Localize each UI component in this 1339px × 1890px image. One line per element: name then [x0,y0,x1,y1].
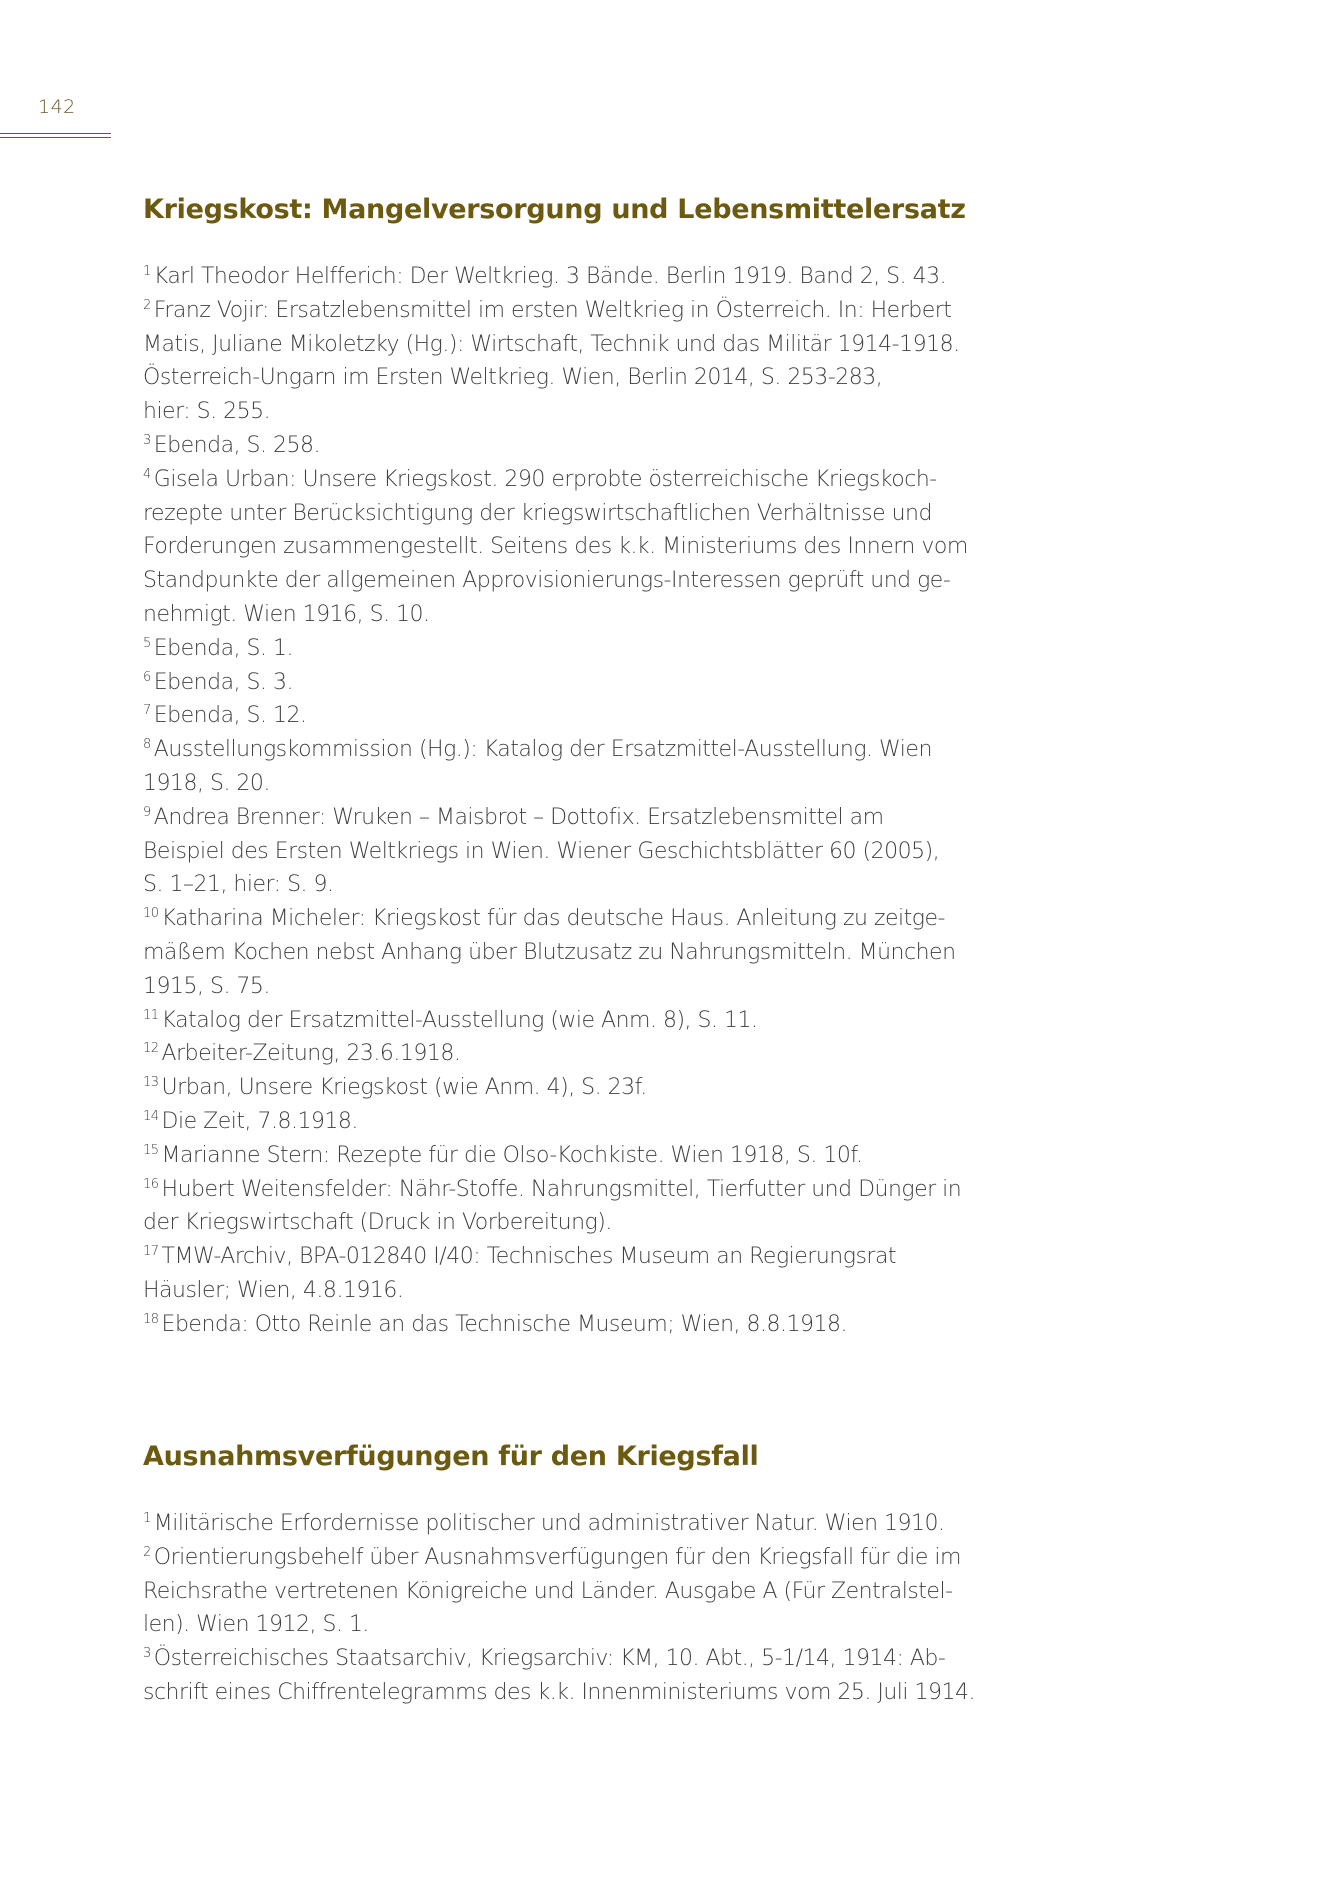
endnote-line [143,1642,1043,1676]
endnote [143,1071,1043,1105]
endnotes-list [143,1507,1043,1710]
endnote-text: Gisela Urban: Unsere Kriegskost. 290 erprobte österreichische Kriegskoch- [153,466,937,492]
endnote-number: 4 [143,466,151,482]
endnote-line [143,970,1043,1004]
section-kriegskost [143,190,1043,1342]
endnote-line [143,632,1043,666]
endnote-line [143,835,1043,869]
endnote-line [143,1575,1043,1609]
endnote-line [143,1004,1043,1038]
endnote [143,733,1043,801]
endnote-text: Forderungen zusammengestellt. Seitens des k.k. Ministeriums des Innern vom [143,534,968,560]
endnote-text: Franz Vojir: Ersatzlebensmittel im ersten Weltkrieg in Österreich. In: Herbert [153,297,952,323]
endnote-text: Hubert Weitensfelder: Nähr-Stoffe. Nahrungsmittel, Tierfutter und Dünger in [161,1176,962,1202]
endnote-line [143,666,1043,700]
endnote-number: 13 [143,1075,159,1091]
section-ausnahmsverfuegungen [143,1437,1043,1710]
endnote-text: Ebenda, S. 12. [153,703,307,729]
endnote-number: 7 [143,703,151,719]
endnote-text: rezepte unter Berücksichtigung der kriegswirtschaftlichen Verhältnisse und [143,500,932,526]
endnote-text: Ebenda, S. 1. [153,635,293,661]
endnote-text: nehmigt. Wien 1916, S. 10. [143,601,430,627]
endnote-text: Katharina Micheler: Kriegskost für das deutsche Haus. Anleitung zu zeitge- [161,906,945,932]
endnote-line [143,463,1043,497]
section-title: Ausnahmsverfügungen für den Kriegsfall [143,1441,759,1472]
endnote [143,463,1043,632]
endnote [143,1507,1043,1541]
endnote-line [143,699,1043,733]
endnote-line [143,1507,1043,1541]
endnote-line [143,429,1043,463]
endnote-line [143,1676,1043,1710]
endnote [143,429,1043,463]
endnote-line [143,1274,1043,1308]
endnote-line [143,936,1043,970]
endnote-line [143,361,1043,395]
endnote-text: hier: S. 255. [143,399,271,425]
section-title: Kriegskost: Mangelversorgung und Lebensmittelersatz [143,194,966,225]
endnote-line [143,1541,1043,1575]
endnote-number: 18 [143,1311,159,1327]
endnote-number: 3 [143,1646,151,1662]
endnote-line [143,598,1043,632]
endnote-line [143,1308,1043,1342]
endnote-text: Katalog der Ersatzmittel-Ausstellung (wie Anm. 8), S. 11. [161,1007,758,1033]
endnote-line [143,733,1043,767]
endnote-line [143,530,1043,564]
endnote-number: 2 [143,297,151,313]
endnote-line [143,767,1043,801]
endnote-text: mäßem Kochen nebst Anhang über Blutzusatz zu Nahrungsmitteln. München [143,939,956,965]
endnote-line [143,328,1043,362]
endnote-number: 11 [143,1007,159,1023]
endnote-text: Urban, Unsere Kriegskost (wie Anm. 4), S. 23f. [161,1075,647,1101]
header-rule-bottom [0,137,111,138]
endnote [143,801,1043,902]
endnote-line [143,1139,1043,1173]
endnote-number: 14 [143,1108,159,1124]
endnote-text: Die Zeit, 7.8.1918. [161,1108,358,1134]
endnote-number: 15 [143,1142,159,1158]
endnote-number: 1 [143,1511,151,1526]
endnote-text: Militärische Erfordernisse politischer und administrativer Natur. Wien 1910. [153,1511,945,1536]
endnote-line [143,1037,1043,1071]
endnote-text: Ausstellungskommission (Hg.): Katalog der Ersatzmittel-Ausstellung. Wien [153,737,932,763]
endnote-line [143,294,1043,328]
endnote-text: Marianne Stern: Rezepte für die Olso-Kochkiste. Wien 1918, S. 10f. [161,1142,863,1168]
endnote-line [143,1071,1043,1105]
endnote-text: der Kriegswirtschaft (Druck in Vorbereitung). [143,1210,612,1236]
endnote-line [143,497,1043,531]
endnote-number: 1 [143,264,151,279]
endnote-text: Österreich-Ungarn im Ersten Weltkrieg. Wien, Berlin 2014, S. 253-283, [143,365,883,391]
endnote [143,1173,1043,1241]
endnote-number: 8 [143,737,151,753]
endnote-text: Ebenda, S. 3. [153,669,293,695]
endnote-line [143,1240,1043,1274]
endnote-text: Österreichisches Staatsarchiv, Kriegsarchiv: KM, 10. Abt., 5-1/14, 1914: Ab- [153,1646,946,1672]
endnote [143,1139,1043,1173]
page-number: 142 [38,96,76,118]
endnote-line [143,1173,1043,1207]
endnote-text: len). Wien 1912, S. 1. [143,1612,369,1638]
endnote-text: Standpunkte der allgemeinen Approvisionierungs-Interessen geprüft und ge- [143,568,951,594]
endnotes-list [143,260,1043,1342]
endnote-number: 10 [143,906,159,922]
endnote [143,1308,1043,1342]
endnote-number: 6 [143,669,151,685]
endnote [143,294,1043,429]
endnote-number: 5 [143,635,151,651]
endnote-number: 12 [143,1041,159,1057]
endnote [143,902,1043,1003]
endnote-text: Häusler; Wien, 4.8.1916. [143,1277,404,1303]
endnote-number: 2 [143,1544,151,1560]
header-rule-top [0,133,111,134]
endnote-text: Ebenda: Otto Reinle an das Technische Museum; Wien, 8.8.1918. [161,1311,847,1337]
endnote-line [143,564,1043,598]
endnote-line [143,801,1043,835]
endnote-line [143,1206,1043,1240]
endnote-number: 3 [143,432,151,448]
endnote [143,260,1043,294]
endnote-line [143,395,1043,429]
endnote-line [143,260,1043,294]
endnote-text: Ebenda, S. 258. [153,432,320,458]
endnote [143,632,1043,666]
endnote [143,666,1043,700]
endnote-text: Arbeiter-Zeitung, 23.6.1918. [161,1041,461,1067]
endnote-text: S. 1–21, hier: S. 9. [143,872,334,898]
endnote-text: schrift eines Chiffrentelegramms des k.k. Innenministeriums vom 25. Juli 1914. [143,1679,976,1705]
endnote-number: 9 [143,804,151,820]
endnote-text: Andrea Brenner: Wruken – Maisbrot – Dottofix. Ersatzlebensmittel am [153,804,884,830]
endnote-line [143,1105,1043,1139]
endnote-text: Matis, Juliane Mikoletzky (Hg.): Wirtschaft, Technik und das Militär 1914-1918. [143,331,960,357]
endnote [143,1105,1043,1139]
endnote-text: Orientierungsbehelf über Ausnahmsverfügungen für den Kriegsfall für die im [153,1544,961,1570]
endnote-line [143,902,1043,936]
endnote-line [143,1608,1043,1642]
endnote-text: 1915, S. 75. [143,973,270,999]
endnote-text: TMW-Archiv, BPA-012840 I/40: Technisches Museum an Regierungsrat [161,1244,897,1270]
endnote [143,1037,1043,1071]
endnote [143,1240,1043,1308]
endnote-text: Karl Theodor Helfferich: Der Weltkrieg. 3 Bände. Berlin 1919. Band 2, S. 43. [153,264,947,289]
endnote [143,699,1043,733]
endnote-number: 16 [143,1176,159,1192]
endnote-line [143,868,1043,902]
endnote-text: Beispiel des Ersten Weltkriegs in Wien. Wiener Geschichtsblätter 60 (2005), [143,838,940,864]
endnote-text: Reichsrathe vertretenen Königreiche und Länder. Ausgabe A (Für Zentralstel- [143,1578,953,1604]
endnote [143,1004,1043,1038]
endnote-text: 1918, S. 20. [143,770,270,796]
endnote [143,1642,1043,1710]
endnote-number: 17 [143,1244,159,1260]
endnote [143,1541,1043,1642]
